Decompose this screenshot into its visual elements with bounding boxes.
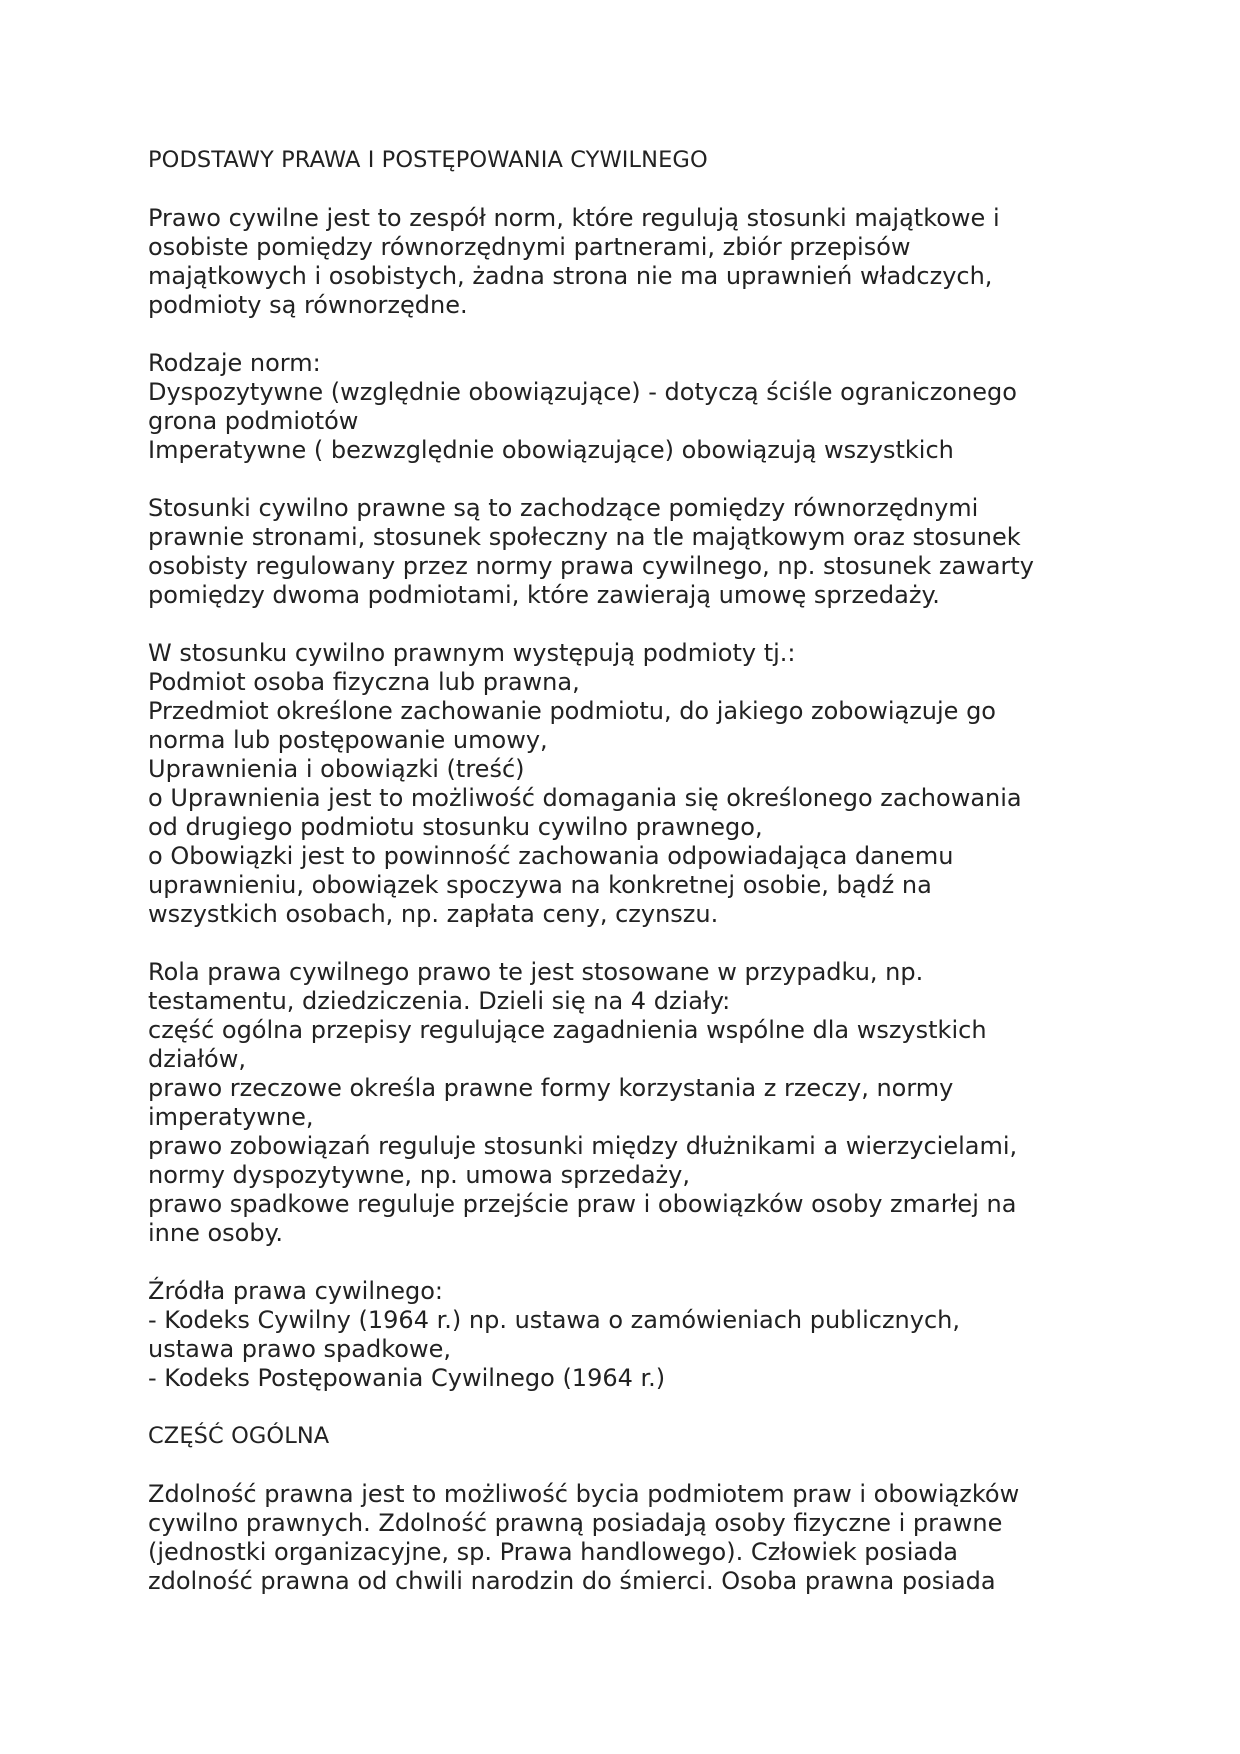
text-line: - Kodeks Postępowania Cywilnego (1964 r.) — [148, 1364, 666, 1392]
text-line: Przedmiot określone zachowanie podmiotu, do jakiego zobowiązuje go — [148, 697, 996, 725]
text-line: osobisty regulowany przez normy prawa cywilnego, np. stosunek zawarty — [148, 552, 1034, 580]
text-line: grona podmiotów — [148, 407, 359, 435]
subjects-paragraph — [148, 639, 1098, 929]
text-line: Prawo cywilne jest to zespół norm, które regulują stosunki majątkowe i — [148, 204, 1000, 232]
text-line: działów, — [148, 1045, 246, 1073]
text-line: Podmiot osoba fizyczna lub prawna, — [148, 668, 580, 696]
text-line: wszystkich osobach, np. zapłata ceny, czynszu. — [148, 900, 719, 928]
text-line: prawo zobowiązań reguluje stosunki między dłużnikami a wierzycielami, — [148, 1132, 1018, 1160]
text-line: (jednostki organizacyjne, sp. Prawa handlowego). Człowiek posiada — [148, 1538, 959, 1566]
legal-capacity-paragraph — [148, 1480, 1098, 1596]
norm-types-paragraph — [148, 349, 1098, 465]
civil-relations-paragraph — [148, 494, 1098, 610]
text-line: od drugiego podmiotu stosunku cywilno prawnego, — [148, 813, 763, 841]
document-body — [148, 146, 1098, 1596]
text-line: Uprawnienia i obowiązki (treść) — [148, 755, 525, 783]
text-line: Stosunki cywilno prawne są to zachodzące pomiędzy równorzędnymi — [148, 494, 979, 522]
text-line: osobiste pomiędzy równorzędnymi partnerami, zbiór przepisów — [148, 233, 911, 261]
intro-paragraph — [148, 204, 1098, 320]
text-line: Dyspozytywne (względnie obowiązujące) - dotyczą ściśle ograniczonego — [148, 378, 1017, 406]
text-line: cywilno prawnych. Zdolność prawną posiadają osoby fizyczne i prawne — [148, 1509, 1003, 1537]
section-heading: CZĘŚĆ OGÓLNA — [148, 1423, 330, 1449]
text-line: majątkowych i osobistych, żadna strona nie ma uprawnień władczych, — [148, 262, 993, 290]
text-line: W stosunku cywilno prawnym występują podmioty tj.: — [148, 639, 796, 667]
text-line: imperatywne, — [148, 1103, 314, 1131]
text-line: uprawnieniu, obowiązek spoczywa na konkretnej osobie, bądź na — [148, 871, 932, 899]
document-title: PODSTAWY PRAWA I POSTĘPOWANIA CYWILNEGO — [148, 147, 708, 173]
text-line: pomiędzy dwoma podmiotami, które zawierają umowę sprzedaży. — [148, 581, 940, 609]
text-line: inne osoby. — [148, 1219, 283, 1247]
civil-law-role-paragraph — [148, 958, 1098, 1248]
text-line: normy dyspozytywne, np. umowa sprzedaży, — [148, 1161, 690, 1189]
text-line: podmioty są równorzędne. — [148, 291, 468, 319]
text-line: norma lub postępowanie umowy, — [148, 726, 548, 754]
law-sources-paragraph — [148, 1277, 1098, 1393]
text-line: prawnie stronami, stosunek społeczny na tle majątkowym oraz stosunek — [148, 523, 1021, 551]
text-line: prawo spadkowe reguluje przejście praw i obowiązków osoby zmarłej na — [148, 1190, 1017, 1218]
text-line: część ogólna przepisy regulujące zagadnienia wspólne dla wszystkich — [148, 1016, 987, 1044]
text-line: Rodzaje norm: — [148, 349, 321, 377]
text-line: Zdolność prawna jest to możliwość bycia podmiotem praw i obowiązków — [148, 1480, 1020, 1508]
text-line: Imperatywne ( bezwzględnie obowiązujące) obowiązują wszystkich — [148, 436, 954, 464]
text-line: Źródła prawa cywilnego: — [148, 1277, 443, 1305]
text-line: testamentu, dziedziczenia. Dzieli się na 4 działy: — [148, 987, 731, 1015]
text-line: Rola prawa cywilnego prawo te jest stosowane w przypadku, np. — [148, 958, 924, 986]
text-line: zdolność prawna od chwili narodzin do śmierci. Osoba prawna posiada — [148, 1567, 996, 1595]
text-line: - Kodeks Cywilny (1964 r.) np. ustawa o zamówieniach publicznych, — [148, 1306, 960, 1334]
text-line: ustawa prawo spadkowe, — [148, 1335, 451, 1363]
text-line: prawo rzeczowe określa prawne formy korzystania z rzeczy, normy — [148, 1074, 954, 1102]
text-line: o Obowiązki jest to powinność zachowania odpowiadająca danemu — [148, 842, 954, 870]
text-line: o Uprawnienia jest to możliwość domagania się określonego zachowania — [148, 784, 1022, 812]
